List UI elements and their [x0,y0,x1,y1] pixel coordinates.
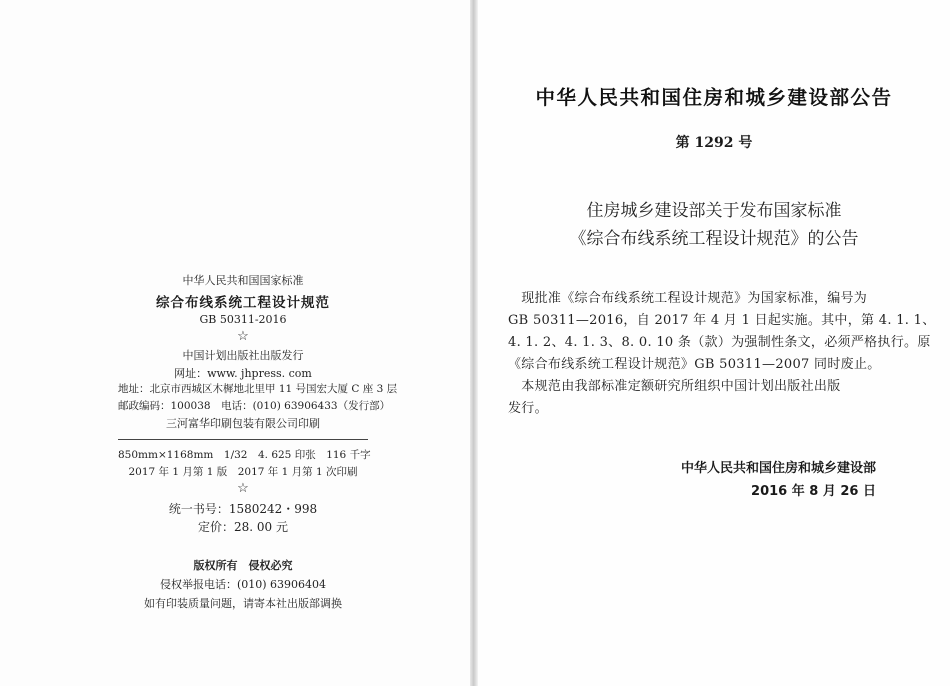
body-line-1: 现批准《综合布线系统工程设计规范》为国家标准，编号为 [508,291,868,306]
publisher-line: 中国计划出版社出版发行 [182,349,304,362]
printer-line: 三河富华印刷包装有限公司印刷 [166,417,320,430]
print-specs-line: 850mm×1168mm 1/32 4. 625 印张 116 千字 [118,449,371,461]
address-line: 地址：北京市西城区木樨地北里甲 11 号国宏大厦 C 座 3 层 [118,383,398,395]
copyright-notice: 版权所有 侵权必究 [193,559,293,572]
book-title: 综合布线系统工程设计规范 [156,295,330,311]
report-phone-line: 侵权举报电话：(010) 63906404 [159,578,327,591]
announcement-subtitle-1: 住房城乡建设部关于发布国家标准 [586,201,842,221]
star-divider-2: ☆ [237,481,249,496]
edition-line: 2017 年 1 月第 1 版 2017 年 1 月第 1 次印刷 [128,466,358,478]
price-line: 定价：28. 00 元 [198,520,288,534]
divider-rule [118,439,368,440]
announcement-number: 第 1292 号 [675,135,753,151]
isbn-line: 统一书号：1580242・998 [168,502,318,516]
announcement-title: 中华人民共和国住房和城乡建设部公告 [535,86,893,109]
body-line-6: 发行。 [508,401,548,416]
copyright-page [0,0,470,686]
announcement-page [478,0,950,686]
quality-note-line: 如有印装质量问题，请寄本社出版部调换 [144,597,342,610]
body-line-3: 4. 1. 2、4. 1. 3、8. 0. 10 条（款）为强制性条文，必须严格执行。原 [508,335,931,350]
standard-number: GB 50311-2016 [199,313,287,326]
website-line: 网址：www. jhpress. com [174,367,312,380]
announcement-subtitle-2: 《综合布线系统工程设计规范》的公告 [569,229,859,249]
issuer-signature: 中华人民共和国住房和城乡建设部 [680,461,876,476]
star-divider-1: ☆ [237,329,249,344]
issue-date: 2016 年 8 月 26 日 [751,484,876,499]
body-line-4: 《综合布线系统工程设计规范》GB 50311—2007 同时废止。 [508,357,881,372]
body-line-5: 本规范由我部标准定额研究所组织中国计划出版社出版 [508,379,841,394]
standard-category: 中华人民共和国国家标准 [182,274,304,287]
body-line-2: GB 50311—2016，自 2017 年 4 月 1 日起实施。其中，第 4. 1. 1、 [508,313,936,328]
book-gutter [470,0,478,686]
postal-phone-line: 邮政编码：100038 电话：(010) 63906433（发行部） [118,400,391,412]
